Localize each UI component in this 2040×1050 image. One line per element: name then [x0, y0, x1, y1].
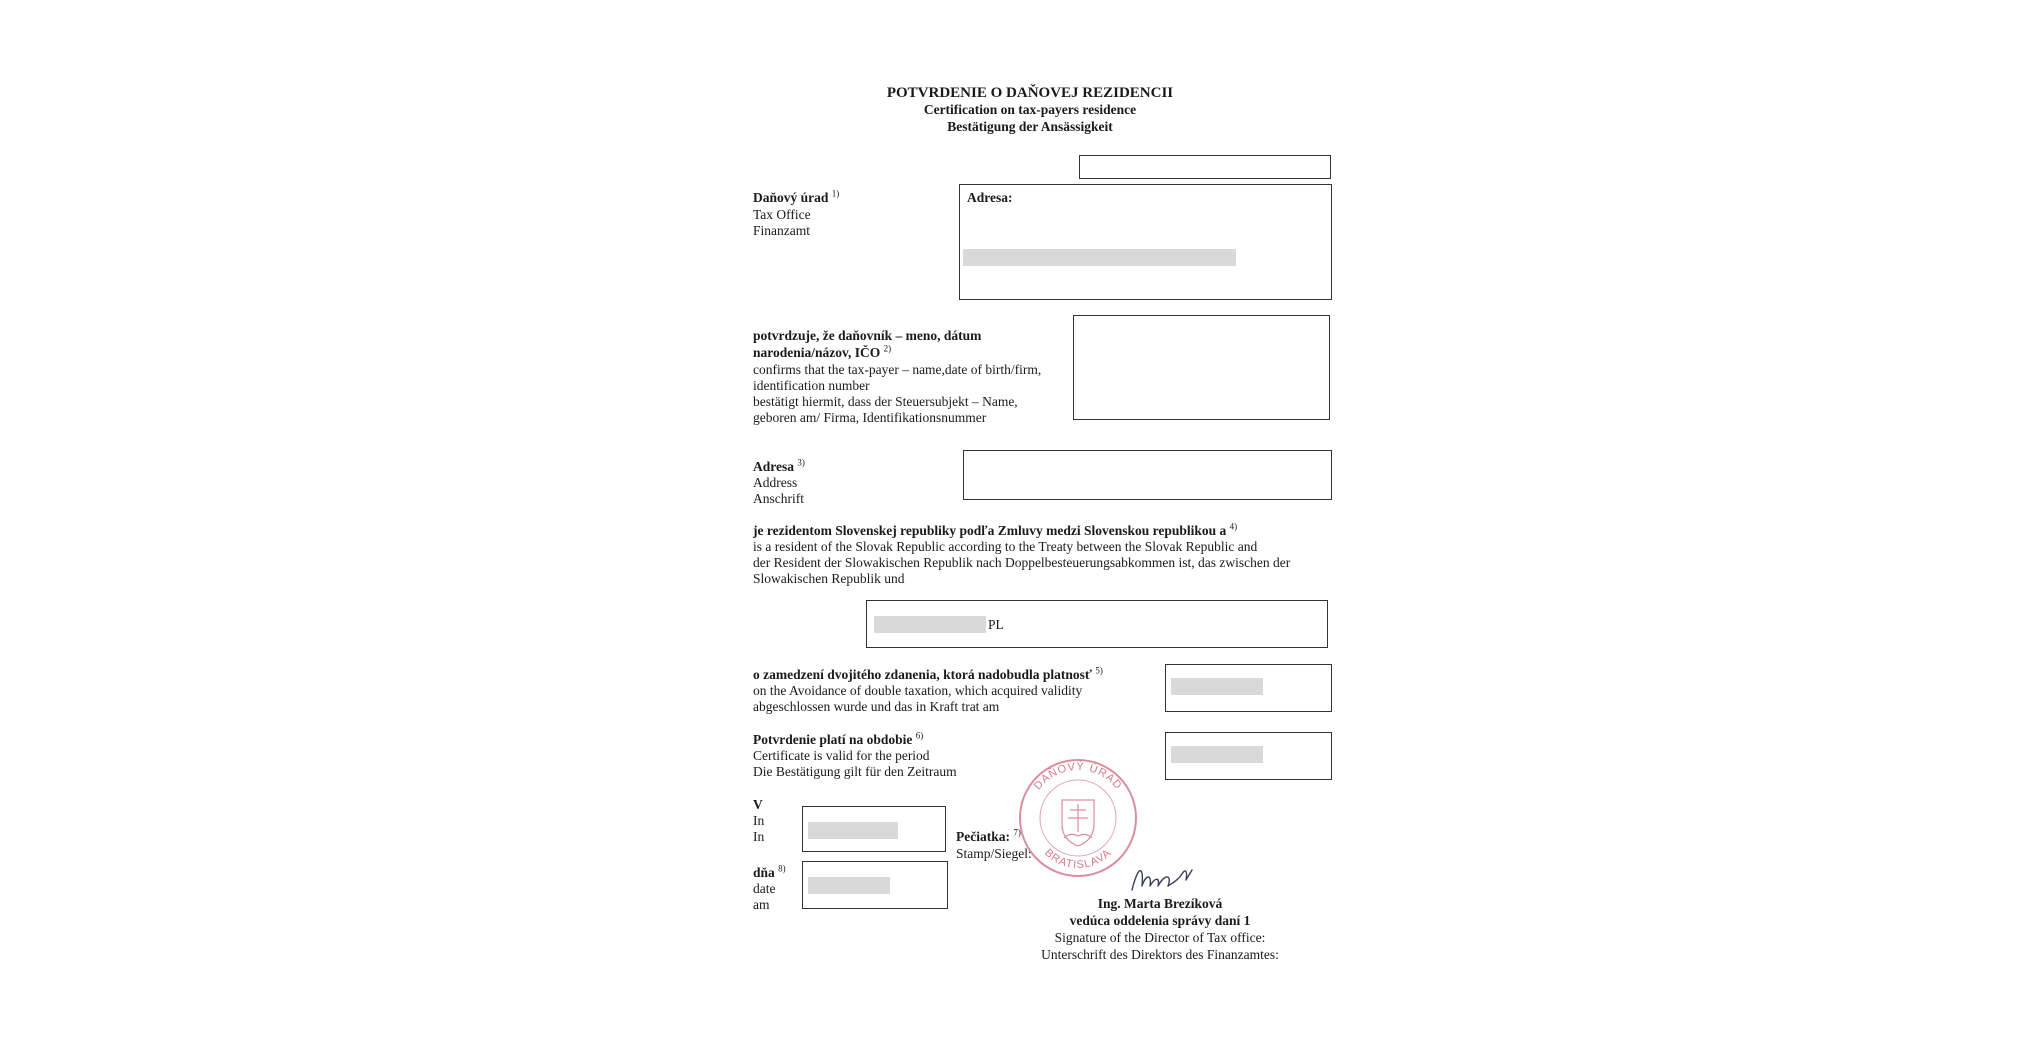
tax-office-address-label: Adresa:: [967, 190, 1013, 205]
date-note: 8): [778, 863, 786, 874]
period-label-sk: Potvrdenie platí na obdobie: [753, 732, 913, 747]
tax-office-label-sk: Daňový úrad: [753, 190, 829, 205]
tax-office-address-redacted: [963, 249, 1236, 266]
address-label-en: Address: [753, 475, 798, 490]
taxpayer-label-sk-2: narodenia/názov, IČO: [753, 345, 881, 360]
treaty-country-field[interactable]: [866, 600, 1328, 648]
title-en: Certification on tax-payers residence: [923, 102, 1137, 117]
period-label-de: Die Bestätigung gilt für den Zeitraum: [753, 764, 957, 779]
taxpayer-label-en-1: confirms that the tax-payer – name,date of birth/firm,: [753, 362, 1042, 377]
title-de: Bestätigung der Ansässigkeit: [947, 119, 1113, 134]
resident-label-de-2: Slowakischen Republik und: [753, 571, 905, 586]
treaty-country-redacted: [874, 616, 986, 633]
title-sk: POTVRDENIE O DAŇOVEJ REZIDENCII: [886, 85, 1174, 101]
address-label-sk: Adresa: [753, 459, 795, 474]
date-label-de: am: [753, 897, 770, 912]
resident-label: [753, 522, 1237, 539]
validity-date-redacted: [1171, 678, 1263, 695]
taxpayer-note: 2): [883, 343, 892, 354]
address-field[interactable]: [963, 450, 1332, 500]
tax-office-label: [753, 189, 839, 206]
taxpayer-field[interactable]: [1073, 315, 1330, 420]
tax-office-label-de: Finanzamt: [753, 223, 810, 238]
resident-label-sk: je rezidentom Slovenskej republiky podľa Zmluvy medzi Slovenskou republikou a: [753, 523, 1227, 538]
seal-bottom-text: BRATISLAVA: [1042, 846, 1114, 872]
signatory-role: vedúca oddelenia správy daní 1: [1069, 913, 1251, 928]
taxpayer-label-sk-2-line: [753, 344, 891, 361]
taxpayer-label-de-2: geboren am/ Firma, Identifikationsnummer: [753, 410, 987, 425]
signatory-name: Ing. Marta Brezíková: [1097, 896, 1223, 911]
address-label: [753, 458, 805, 475]
period-note: 6): [915, 730, 924, 741]
period-redacted: [1171, 746, 1263, 763]
taxpayer-label-de-1: bestätigt hiermit, dass der Steuersubjekt – Name,: [753, 394, 1018, 409]
treaty-country-suffix: PL: [988, 617, 1004, 632]
avoidance-label-de: abgeschlossen wurde und das in Kraft trat am: [753, 699, 1000, 714]
date-field[interactable]: [802, 861, 948, 909]
address-note: 3): [797, 457, 805, 468]
stamp-label-en: Stamp/Siegel:: [956, 846, 1032, 861]
place-label-de: In: [753, 829, 765, 844]
address-label-de: Anschrift: [753, 491, 804, 506]
resident-note: 4): [1229, 521, 1238, 532]
stamp-note: 7): [1013, 827, 1021, 838]
place-field[interactable]: [802, 806, 946, 852]
taxpayer-label-sk-1: potvrdzuje, že daňovník – meno, dátum: [753, 328, 982, 343]
validity-date-field[interactable]: [1165, 664, 1332, 712]
official-seal: [1010, 752, 1146, 878]
date-label: [753, 864, 786, 881]
stamp-label-sk: Pečiatka:: [956, 829, 1010, 844]
signature-line-en: Signature of the Director of Tax office:: [1054, 930, 1266, 945]
coat-of-arms-icon: [1062, 800, 1094, 846]
resident-label-de-1: der Resident der Slowakischen Republik nach Doppelbesteuerungsabkommen ist, das zwischen der: [753, 555, 1291, 570]
avoidance-note: 5): [1095, 665, 1103, 676]
avoidance-label-en: on the Avoidance of double taxation, which acquired validity: [753, 683, 1083, 698]
tax-office-note: 1): [831, 188, 840, 199]
tax-office-label-en: Tax Office: [753, 207, 811, 222]
period-label: [753, 731, 923, 748]
seal-top-text: DAŇOVÝ ÚRAD: [1031, 760, 1125, 793]
resident-label-en: is a resident of the Slovak Republic according to the Treaty between the Slovak Republic and: [753, 539, 1258, 554]
place-redacted: [808, 822, 898, 839]
date-redacted: [808, 877, 890, 894]
reference-number-field[interactable]: [1079, 155, 1331, 179]
signature-line-de: Unterschrift des Direktors des Finanzamtes:: [1041, 947, 1279, 962]
avoidance-label: [753, 666, 1103, 683]
place-label-sk: V: [753, 797, 763, 812]
handwritten-signature: [1128, 860, 1198, 898]
avoidance-label-sk: o zamedzení dvojitého zdanenia, ktorá nadobudla platnosť: [753, 667, 1092, 682]
date-label-en: date: [753, 881, 776, 896]
place-label-en: In: [753, 813, 765, 828]
date-label-sk: dňa: [753, 865, 775, 880]
period-label-en: Certificate is valid for the period: [753, 748, 930, 763]
period-field[interactable]: [1165, 732, 1332, 780]
tax-office-address-box[interactable]: [959, 184, 1332, 300]
taxpayer-label-en-2: identification number: [753, 378, 870, 393]
